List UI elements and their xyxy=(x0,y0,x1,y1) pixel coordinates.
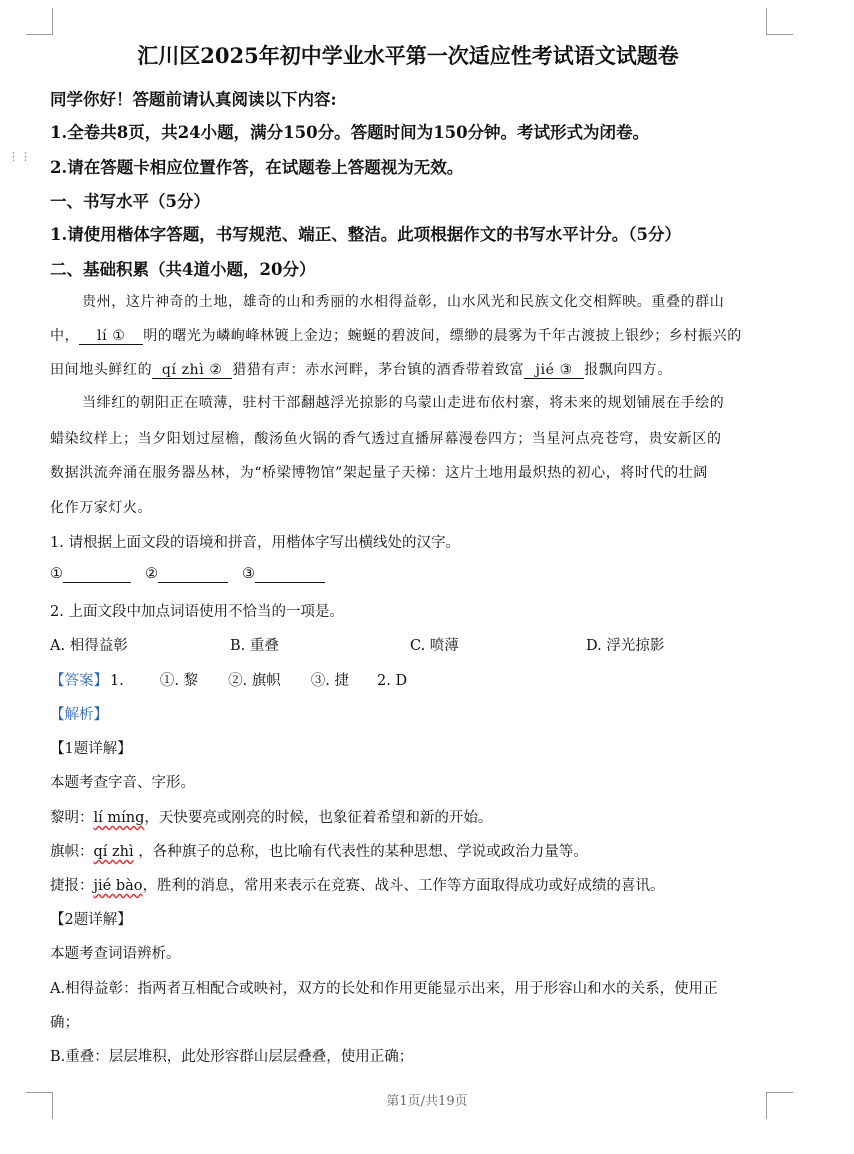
term-liming: 黎明： xyxy=(50,810,94,826)
analysis-q2-a-line-1: A.相得益彰：指两者互相配合或映衬，双方的长处和作用更能显示出来，用于形容山和水的关系，使用正 xyxy=(50,981,718,997)
term-jiebao: 捷报： xyxy=(50,878,94,894)
page-title: 汇川区2025年初中学业水平第一次适应性考试语文试题卷 xyxy=(137,43,679,68)
notice-item-2: 2.请在答题卡相应位置作答，在试题卷上答题视为无效。 xyxy=(50,158,464,177)
answer-line-1[interactable] xyxy=(63,566,131,583)
analysis-q2-a-line-2: 确； xyxy=(50,1015,79,1031)
blank-2 xyxy=(152,362,232,379)
analysis-q1-focus: 本题考查字音、字形。 xyxy=(50,775,195,791)
pinyin-qizhi-analysis: qí zhì xyxy=(93,844,134,860)
analysis-tag: 【解析】 xyxy=(50,707,108,723)
drag-handle-icon[interactable]: ⋮⋮ xyxy=(8,150,32,163)
blank-marker-1: ① xyxy=(112,328,126,344)
blank-label-2: ② xyxy=(145,566,158,582)
pinyin-jiebao: jié bào xyxy=(93,878,143,894)
answer-3: ③. 捷 xyxy=(310,673,349,689)
analysis-q2-focus: 本题考查词语辨析。 xyxy=(50,946,181,962)
option-b: B. 重叠 xyxy=(230,638,279,654)
passage-text: 猎猎有声：赤水河畔，茅台镇的酒香带着致富 xyxy=(232,362,525,378)
blank-label-3: ③ xyxy=(242,566,255,582)
passage-line-4: 当绯红的朝阳正在喷薄，驻村干部翻越浮光掠影的乌蒙山走进布依村寨，将未来的规划铺展在手绘的 xyxy=(82,395,725,411)
answer-tag: 【答案】 xyxy=(50,673,108,689)
option-d: D. 浮光掠影 xyxy=(586,638,665,654)
passage-line-3 xyxy=(50,359,766,379)
answer-1: ①. 黎 xyxy=(159,673,199,689)
notice-item-1: 1.全卷共8页，共24小题，满分150分。答题时间为150分钟。考试形式为闭卷。 xyxy=(50,123,650,142)
analysis-q2-heading: 【2题详解】 xyxy=(50,912,132,928)
page-footer: 第1页/共19页 xyxy=(386,1094,468,1109)
analysis-q2-b: B.重叠：层层堆积，此处形容群山层层叠叠，使用正确； xyxy=(50,1049,414,1065)
analysis-q1-heading: 【1题详解】 xyxy=(50,741,132,757)
blank-1 xyxy=(79,328,143,345)
answer-2: ②. 旗帜 xyxy=(228,673,281,689)
passage-line-1: 贵州，这片神奇的土地，雄奇的山和秀丽的水相得益彰，山水风光和民族文化交相辉映。重叠的群山 xyxy=(82,294,725,310)
passage-line-2 xyxy=(50,325,766,345)
question-1: 1. 请根据上面文段的语境和拼音，用楷体字写出横线处的汉字。 xyxy=(50,535,460,551)
notice-greeting: 同学你好！答题前请认真阅读以下内容: xyxy=(50,90,337,109)
definition-jiebao: ，胜利的消息，常用来表示在竞赛、战斗、工作等方面取得成功或好成绩的喜讯。 xyxy=(142,878,665,894)
option-a: A. 相得益彰 xyxy=(50,638,128,654)
answer-line xyxy=(50,669,766,690)
option-c: C. 喷薄 xyxy=(410,638,459,654)
passage-text: 田间地头鲜红的 xyxy=(50,362,153,378)
section1-heading: 一、书写水平（5分） xyxy=(50,192,210,211)
analysis-q1-line-3 xyxy=(50,874,766,895)
crop-mark-top-right xyxy=(766,8,793,35)
passage-line-6: 数据洪流奔涌在服务器丛林，为“桥梁博物馆”架起量子天梯：这片土地用最炽热的初心，将时代的壮阔 xyxy=(50,465,708,481)
question-2: 2. 上面文段中加点词语使用不恰当的一项是。 xyxy=(50,604,344,620)
passage-text: 报飘向四方。 xyxy=(584,362,672,378)
section1-text: 1.请使用楷体字答题，书写规范、端正、整洁。此项根据作文的书写水平计分。（5分） xyxy=(50,225,681,244)
answer-q2: 2. D xyxy=(377,673,408,689)
term-qizhi: 旗帜： xyxy=(50,844,94,860)
analysis-q1-line-1 xyxy=(50,806,766,827)
answer-q1: 1. xyxy=(110,673,124,689)
pinyin-li: lí xyxy=(97,328,108,344)
crop-mark-top-left xyxy=(26,8,53,35)
passage-line-7: 化作万家灯火。 xyxy=(50,500,153,516)
pinyin-liming: lí míng xyxy=(93,810,145,826)
passage-line-5: 蜡染纹样上；当夕阳划过屋檐，酸汤鱼火锅的香气透过直播屏幕漫卷四方；当星河点亮苍穹，贵安新区的 xyxy=(50,431,722,447)
analysis-q1-line-2 xyxy=(50,840,766,861)
answer-line-3[interactable] xyxy=(255,566,325,583)
passage-text: 明的曙光为嶙峋峰林镀上金边；蜿蜒的碧波间，缥缈的晨雾为千年古渡披上银纱；乡村振兴的 xyxy=(143,328,742,344)
blank-marker-3: ③ xyxy=(559,362,573,378)
pinyin-jie: jié xyxy=(535,362,555,378)
answer-blanks xyxy=(50,566,766,583)
pinyin-qizhi: qí zhì xyxy=(161,362,205,378)
definition-liming: ，天快要亮或刚亮的时候，也象征着希望和新的开始。 xyxy=(144,810,493,826)
blank-3 xyxy=(524,362,584,379)
blank-label-1: ① xyxy=(50,566,63,582)
passage-text: 中， xyxy=(50,328,80,344)
section2-heading: 二、基础积累（共4道小题，20分） xyxy=(50,260,316,279)
definition-qizhi: ，各种旗子的总称，也比喻有代表性的某种思想、学说或政治力量等。 xyxy=(133,844,588,860)
answer-line-2[interactable] xyxy=(158,566,228,583)
blank-marker-2: ② xyxy=(209,362,223,378)
